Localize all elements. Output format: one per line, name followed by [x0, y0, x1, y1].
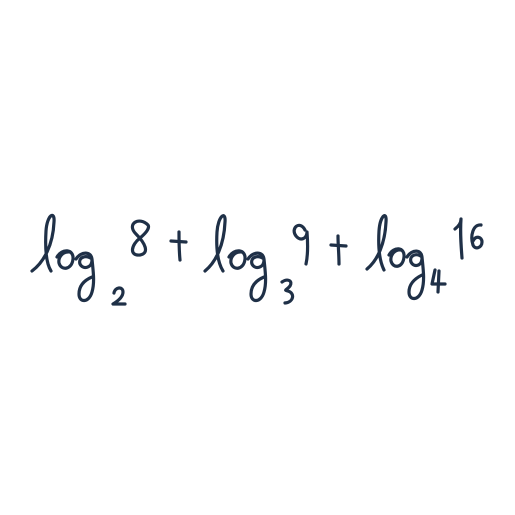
term-2-base — [282, 280, 293, 303]
term-1-argument — [132, 221, 148, 255]
plus-operator-2 — [331, 236, 346, 264]
term-1-log — [32, 215, 94, 300]
handwriting-svg — [28, 212, 490, 308]
term-2-log — [205, 216, 266, 301]
term-3-base — [432, 270, 445, 292]
plus-operator-1 — [171, 232, 186, 260]
term-3-argument — [455, 219, 482, 258]
term-2-argument — [294, 225, 308, 264]
term-3-log — [367, 216, 424, 299]
term-1-base — [113, 288, 125, 304]
handwritten-expression — [28, 212, 490, 308]
